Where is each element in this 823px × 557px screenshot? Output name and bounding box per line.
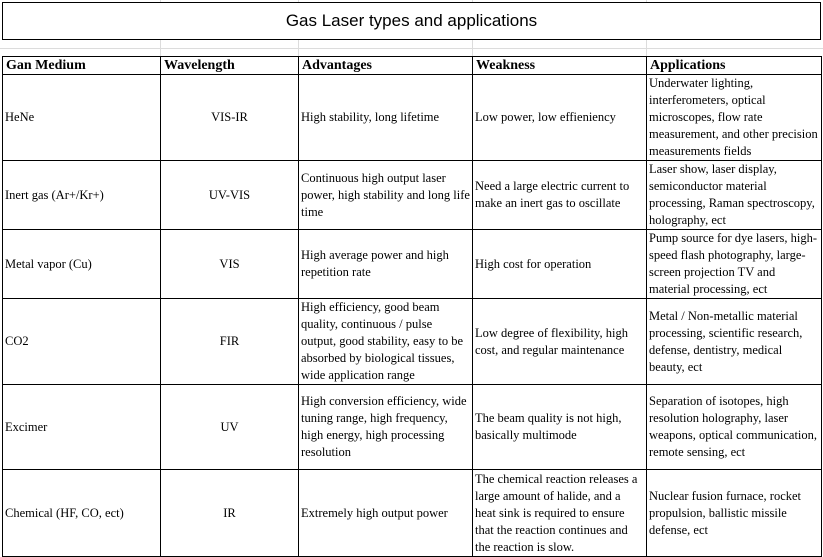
cell-applications[interactable]: Laser show, laser display, semiconductor material processing, Raman spectroscopy, holography, ect <box>647 161 822 230</box>
cell-medium[interactable]: Excimer <box>3 385 161 470</box>
cell-wavelength[interactable]: UV-VIS <box>161 161 299 230</box>
table-row <box>3 161 822 230</box>
cell-advantages[interactable]: Continuous high output laser power, high stability and long life time <box>299 161 473 230</box>
cell-advantages[interactable]: High stability, long lifetime <box>299 75 473 161</box>
header-wavelength[interactable]: Wavelength <box>161 57 299 75</box>
header-applications[interactable]: Applications <box>647 57 822 75</box>
cell-applications[interactable]: Pump source for dye lasers, high-speed flash photography, large-screen projection TV and material processing, ect <box>647 230 822 299</box>
table-row <box>3 299 822 385</box>
cell-weakness[interactable]: Need a large electric current to make an inert gas to oscillate <box>473 161 647 230</box>
cell-applications[interactable]: Separation of isotopes, high resolution holography, laser weapons, optical communication, remote sensing, ect <box>647 385 822 470</box>
gridline <box>0 48 823 49</box>
header-row <box>3 57 822 75</box>
header-gas-medium[interactable]: Gan Medium <box>3 57 161 75</box>
table-row <box>3 230 822 299</box>
cell-applications[interactable]: Metal / Non-metallic material processing, scientific research, defense, dentistry, medical beauty, ect <box>647 299 822 385</box>
header-weakness[interactable]: Weakness <box>473 57 647 75</box>
header-advantages[interactable]: Advantages <box>299 57 473 75</box>
cell-medium[interactable]: CO2 <box>3 299 161 385</box>
cell-advantages[interactable]: High conversion efficiency, wide tuning range, high frequency, high energy, high processing resolution <box>299 385 473 470</box>
cell-medium[interactable]: Inert gas (Ar+/Kr+) <box>3 161 161 230</box>
cell-applications[interactable]: Nuclear fusion furnace, rocket propulsion, ballistic missile defense, ect <box>647 470 822 557</box>
table-title: Gas Laser types and applications <box>285 11 538 30</box>
cell-wavelength[interactable]: IR <box>161 470 299 557</box>
table-row <box>3 75 822 161</box>
cell-weakness[interactable]: The chemical reaction releases a large amount of halide, and a heat sink is required to ensure that the reaction continues and the reaction is slow. <box>473 470 647 557</box>
gas-laser-table <box>2 56 822 557</box>
cell-wavelength[interactable]: VIS-IR <box>161 75 299 161</box>
cell-weakness[interactable]: High cost for operation <box>473 230 647 299</box>
table-row <box>3 385 822 470</box>
cell-weakness[interactable]: Low degree of flexibility, high cost, and regular maintenance <box>473 299 647 385</box>
table-row <box>3 470 822 557</box>
cell-weakness[interactable]: Low power, low effieniency <box>473 75 647 161</box>
table-title-cell[interactable] <box>2 2 821 40</box>
cell-weakness[interactable]: The beam quality is not high, basically multimode <box>473 385 647 470</box>
cell-applications[interactable]: Underwater lighting, interferometers, optical microscopes, flow rate measurement, and other precision measurements fields <box>647 75 822 161</box>
cell-wavelength[interactable]: UV <box>161 385 299 470</box>
cell-advantages[interactable]: Extremely high output power <box>299 470 473 557</box>
cell-medium[interactable]: Metal vapor (Cu) <box>3 230 161 299</box>
cell-advantages[interactable]: High average power and high repetition rate <box>299 230 473 299</box>
cell-medium[interactable]: Chemical (HF, CO, ect) <box>3 470 161 557</box>
cell-medium[interactable]: HeNe <box>3 75 161 161</box>
cell-wavelength[interactable]: FIR <box>161 299 299 385</box>
cell-advantages[interactable]: High efficiency, good beam quality, continuous / pulse output, good stability, easy to be absorbed by biological tissues, wide application range <box>299 299 473 385</box>
cell-wavelength[interactable]: VIS <box>161 230 299 299</box>
